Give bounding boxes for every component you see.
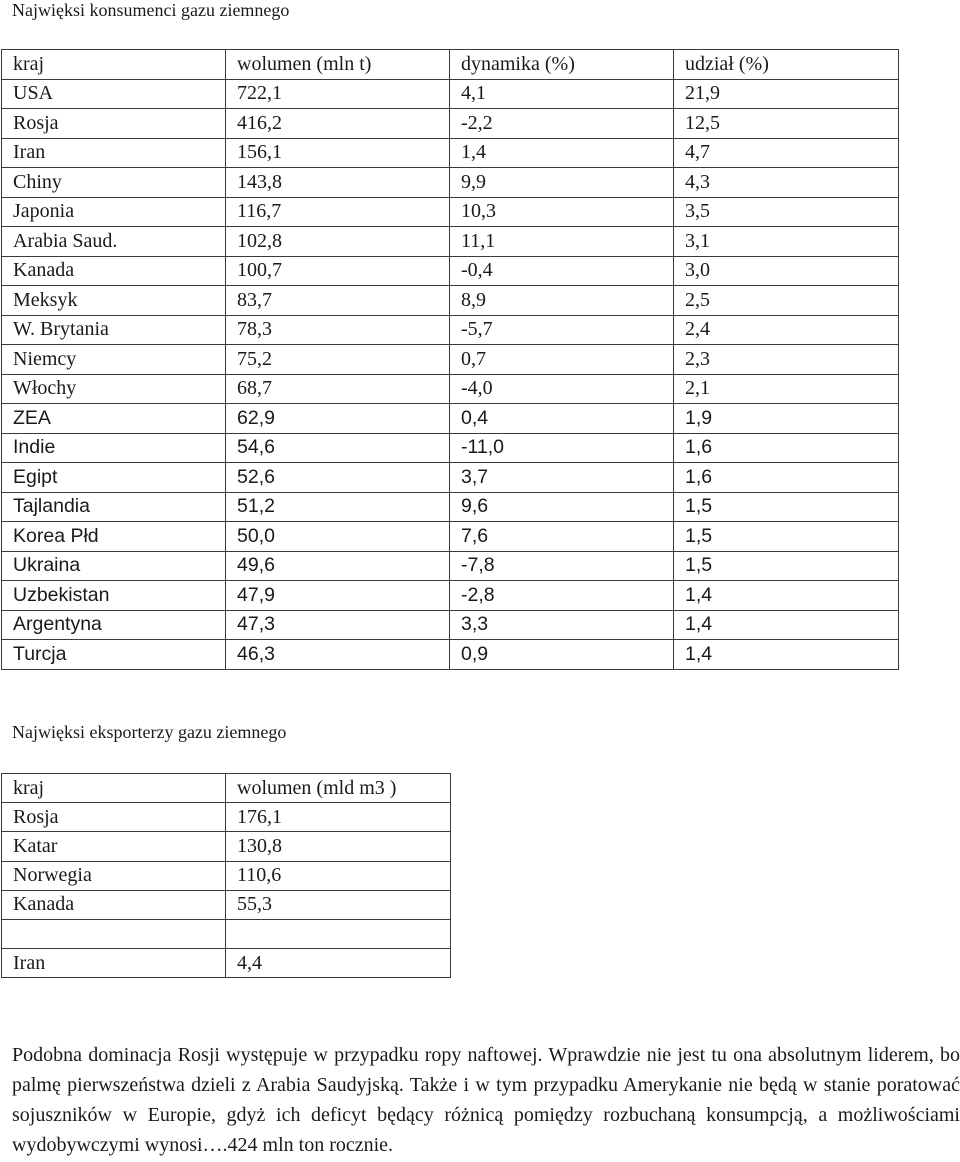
table-cell: 1,9 [674, 404, 899, 434]
table-cell: 50,0 [226, 522, 450, 552]
table-cell: 3,3 [450, 610, 674, 640]
table-cell: W. Brytania [2, 315, 226, 345]
table-cell: 62,9 [226, 404, 450, 434]
table-cell: -7,8 [450, 551, 674, 581]
table-cell: 4,7 [674, 138, 899, 168]
table-cell: Tajlandia [2, 492, 226, 522]
table-cell: 3,5 [674, 197, 899, 227]
table-cell: 1,4 [674, 610, 899, 640]
table-cell: Katar [2, 832, 226, 861]
table-cell: 4,4 [226, 949, 451, 978]
commentary-paragraph: Podobna dominacja Rosji występuje w przypadku ropy naftowej. Wprawdzie nie jest tu ona absolutnym liderem, bo palmę pierwszeństwa dzieli z Arabia Saudyjską. Także i w tym przypadku Amerykanie nie będą w stanie poratować sojuszników w Europie, gdyż ich deficyt będący różnicą pomiędzy rozbuchaną konsumpcją, a możliwościami wydobywczymi wynosi….424 mln ton rocznie. [12, 1044, 960, 1156]
table-cell: 4,1 [450, 79, 674, 109]
table-cell: 143,8 [226, 168, 450, 198]
table-cell: Indie [2, 433, 226, 463]
table-row [2, 463, 899, 493]
table-cell: 0,9 [450, 640, 674, 670]
column-header: kraj [2, 774, 226, 803]
table-cell: 3,1 [674, 227, 899, 257]
table-row [2, 551, 899, 581]
table-cell: 4,3 [674, 168, 899, 198]
table-cell: Meksyk [2, 286, 226, 316]
table-cell: Rosja [2, 803, 226, 832]
table-row [2, 581, 899, 611]
table-cell: -5,7 [450, 315, 674, 345]
table-cell: 8,9 [450, 286, 674, 316]
table-cell: 49,6 [226, 551, 450, 581]
table-cell: Rosja [2, 109, 226, 139]
table-row [2, 197, 899, 227]
table-cell: Turcja [2, 640, 226, 670]
table-cell: USA [2, 79, 226, 109]
table-row [2, 374, 899, 404]
table-cell: 3,7 [450, 463, 674, 493]
table-cell: 0,7 [450, 345, 674, 375]
table-cell: 116,7 [226, 197, 450, 227]
table-cell: Niemcy [2, 345, 226, 375]
table-row [2, 919, 451, 948]
table-header-row [2, 50, 899, 80]
table-cell: -11,0 [450, 433, 674, 463]
table-cell: Egipt [2, 463, 226, 493]
table-cell: 1,5 [674, 522, 899, 552]
table-cell [226, 919, 451, 948]
column-header: wolumen (mld m3 ) [226, 774, 451, 803]
table-cell: 1,5 [674, 551, 899, 581]
table-cell: 51,2 [226, 492, 450, 522]
table-cell: Iran [2, 949, 226, 978]
table-cell: 722,1 [226, 79, 450, 109]
table-cell: -4,0 [450, 374, 674, 404]
exporters-heading: Najwięksi eksporterzy gazu ziemnego [12, 722, 287, 742]
table-cell: 1,6 [674, 433, 899, 463]
table-row [2, 803, 451, 832]
table-cell: Włochy [2, 374, 226, 404]
table-cell: 47,3 [226, 610, 450, 640]
table-cell: 47,9 [226, 581, 450, 611]
table-cell: 12,5 [674, 109, 899, 139]
table-cell: Iran [2, 138, 226, 168]
table-cell: 7,6 [450, 522, 674, 552]
table-row [2, 168, 899, 198]
table-cell: 68,7 [226, 374, 450, 404]
column-header: dynamika (%) [450, 50, 674, 80]
table-row [2, 832, 451, 861]
table-cell: Kanada [2, 256, 226, 286]
table-cell: 156,1 [226, 138, 450, 168]
table-cell: 1,5 [674, 492, 899, 522]
table-header-row [2, 774, 451, 803]
table-cell: Arabia Saud. [2, 227, 226, 257]
table-cell: 1,4 [674, 581, 899, 611]
table-cell: Kanada [2, 890, 226, 919]
consumers-table [1, 49, 899, 670]
table-cell: 9,6 [450, 492, 674, 522]
table-cell: 78,3 [226, 315, 450, 345]
table-row [2, 610, 899, 640]
table-cell: 2,1 [674, 374, 899, 404]
table-cell: 1,4 [450, 138, 674, 168]
table-cell: 10,3 [450, 197, 674, 227]
table-cell: -2,2 [450, 109, 674, 139]
table-row [2, 345, 899, 375]
table-row [2, 227, 899, 257]
column-header: wolumen (mln t) [226, 50, 450, 80]
table-cell: 1,4 [674, 640, 899, 670]
table-cell: 55,3 [226, 890, 451, 919]
table-cell: Norwegia [2, 861, 226, 890]
table-row [2, 522, 899, 552]
exporters-table [1, 773, 451, 978]
table-cell: 176,1 [226, 803, 451, 832]
table-cell: 416,2 [226, 109, 450, 139]
table-cell: 0,4 [450, 404, 674, 434]
column-header: udział (%) [674, 50, 899, 80]
table-cell: 3,0 [674, 256, 899, 286]
table-cell: 1,6 [674, 463, 899, 493]
table-cell: 2,4 [674, 315, 899, 345]
table-cell: 2,3 [674, 345, 899, 375]
table-row [2, 640, 899, 670]
table-row [2, 861, 451, 890]
table-cell [2, 919, 226, 948]
table-cell: Japonia [2, 197, 226, 227]
table-cell: Uzbekistan [2, 581, 226, 611]
table-cell: ZEA [2, 404, 226, 434]
table-cell: -2,8 [450, 581, 674, 611]
table-row [2, 256, 899, 286]
table-cell: 130,8 [226, 832, 451, 861]
table-cell: 54,6 [226, 433, 450, 463]
table-cell: 100,7 [226, 256, 450, 286]
table-cell: Korea Płd [2, 522, 226, 552]
table-cell: 83,7 [226, 286, 450, 316]
table-row [2, 138, 899, 168]
column-header: kraj [2, 50, 226, 80]
table-cell: Chiny [2, 168, 226, 198]
table-cell: Argentyna [2, 610, 226, 640]
table-cell: 11,1 [450, 227, 674, 257]
table-cell: 2,5 [674, 286, 899, 316]
table-cell: 102,8 [226, 227, 450, 257]
table-row [2, 286, 899, 316]
table-cell: 52,6 [226, 463, 450, 493]
table-row [2, 109, 899, 139]
table-cell: 21,9 [674, 79, 899, 109]
table-cell: 46,3 [226, 640, 450, 670]
table-row [2, 433, 899, 463]
table-cell: 75,2 [226, 345, 450, 375]
table-row [2, 492, 899, 522]
table-row [2, 404, 899, 434]
table-cell: Ukraina [2, 551, 226, 581]
table-row [2, 79, 899, 109]
table-cell: -0,4 [450, 256, 674, 286]
table-cell: 9,9 [450, 168, 674, 198]
table-row [2, 890, 451, 919]
table-cell: 110,6 [226, 861, 451, 890]
consumers-heading: Najwięksi konsumenci gazu ziemnego [12, 0, 290, 20]
table-row [2, 315, 899, 345]
table-row [2, 949, 451, 978]
